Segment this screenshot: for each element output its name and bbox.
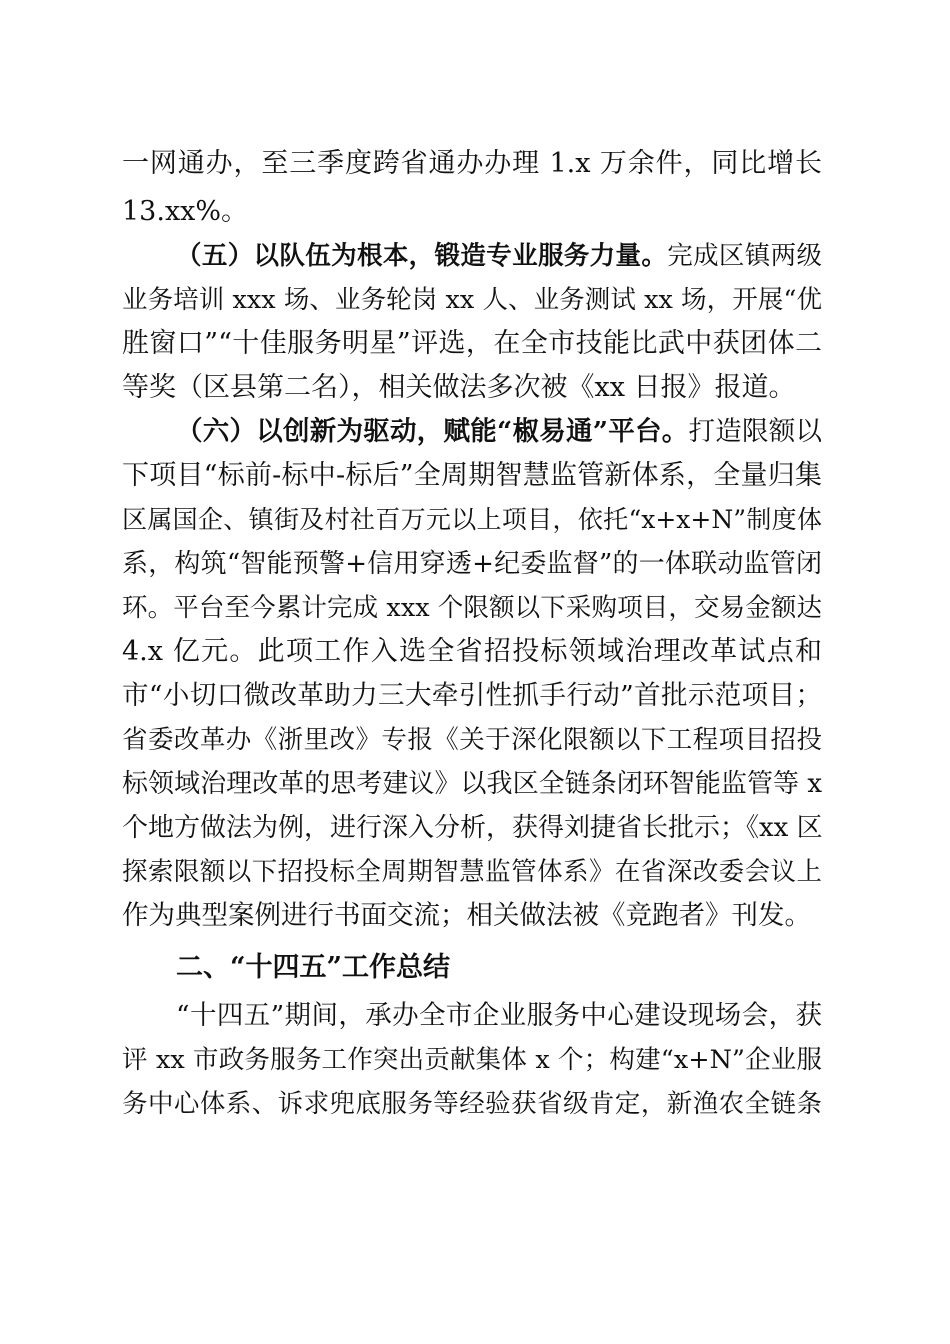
paragraph-line: 环。平台至今累计完成 xxx 个限额以下采购项目，交易金额达 [122,593,822,623]
paragraph-line: 4.x 亿元。此项工作入选全省招投标领域治理改革试点和 [122,636,822,667]
paragraph-five-first-line [176,236,822,276]
paragraph-line: 一网通办，至三季度跨省通办办理 1.x 万余件，同比增长 [122,148,822,179]
paragraph-line: “十四五”期间，承办全市企业服务中心建设现场会，获 [176,1000,822,1031]
paragraph-line: 评 xx 市政务服务工作突出贡献集体 x 个；构建“x+N”企业服 [122,1045,822,1075]
paragraph-line: 个地方做法为例，进行深入分析，获得刘捷省长批示；《xx 区 [122,813,823,843]
paragraph-line: 胜窗口”“十佳服务明星”评选，在全市技能比武中获团体二 [122,328,822,359]
paragraph-line: 标领域治理改革的思考建议》以我区全链条闭环智能监管等 x [122,769,822,799]
paragraph-line: 业务培训 xxx 场、业务轮岗 xx 人、业务测试 xx 场，开展“优 [122,285,822,315]
paragraph-line: 市“小切口微改革助力三大牵引性抓手行动”首批示范项目； [122,680,822,711]
paragraph-line: 13.xx%。 [122,196,249,227]
paragraph-five-first-rest: 完成区镇两级 [667,241,822,271]
paragraph-line: 作为典型案例进行书面交流；相关做法被《竞跑者》刊发。 [122,900,811,931]
paragraph-six-first-line [176,412,822,452]
paragraph-line: 区属国企、镇街及村社百万元以上项目，依托“x+x+N”制度体 [122,505,822,534]
paragraph-line: 探索限额以下招投标全周期智慧监管体系》在省深改委会议上 [122,857,822,887]
section-heading: 二、“十四五”工作总结 [176,952,451,983]
paragraph-line: 系，构筑“智能预警+信用穿透+纪委监督”的一体联动监管闭 [122,549,822,579]
paragraph-six-lead: （六）以创新为驱动，赋能“椒易通”平台。 [176,416,689,447]
paragraph-line: 务中心体系、诉求兜底服务等经验获省级肯定，新渔农全链条 [122,1089,822,1119]
paragraph-five-lead: （五）以队伍为根本，锻造专业服务力量。 [176,241,668,271]
paragraph-line: 等奖（区县第二名），相关做法多次被《xx 日报》报道。 [122,372,796,403]
paragraph-line: 省委改革办《浙里改》专报《关于深化限额以下工程项目招投 [122,725,822,755]
paragraph-six-first-rest: 打造限额以 [688,416,822,447]
paragraph-line: 下项目“标前-标中-标后”全周期智慧监管新体系，全量归集 [122,460,822,491]
